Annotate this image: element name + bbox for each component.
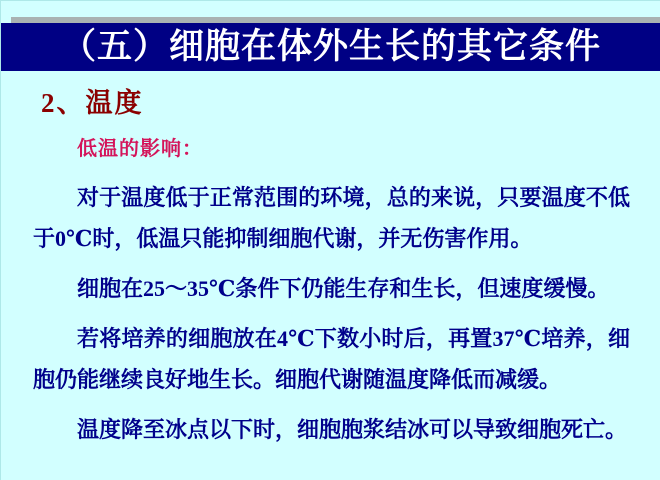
body-text bbox=[33, 177, 630, 459]
subheading: 低温的影响： bbox=[77, 138, 203, 160]
paragraph-low-temp-general: 对于温度低于正常范围的环境，总的来说，只要温度不低于0℃时，低温只能抑制细胞代谢，并无伤害作用。 bbox=[33, 185, 630, 251]
section-heading: 2、温度 bbox=[41, 88, 144, 118]
paragraph-25-35-range: 细胞在25～35℃条件下仍能生存和生长，但速度缓慢。 bbox=[77, 276, 610, 301]
paragraph-4c-recovery: 若将培养的细胞放在4℃下数小时后，再置37℃培养，细胞仍能继续良好地生长。细胞代谢随温度降低而减缓。 bbox=[33, 326, 630, 392]
slide-title: （五）细胞在体外生长的其它条件 bbox=[60, 27, 601, 66]
paragraph-freezing-death: 温度降至冰点以下时，细胞胞浆结冰可以导致细胞死亡。 bbox=[77, 417, 628, 442]
title-bar bbox=[1, 23, 660, 71]
